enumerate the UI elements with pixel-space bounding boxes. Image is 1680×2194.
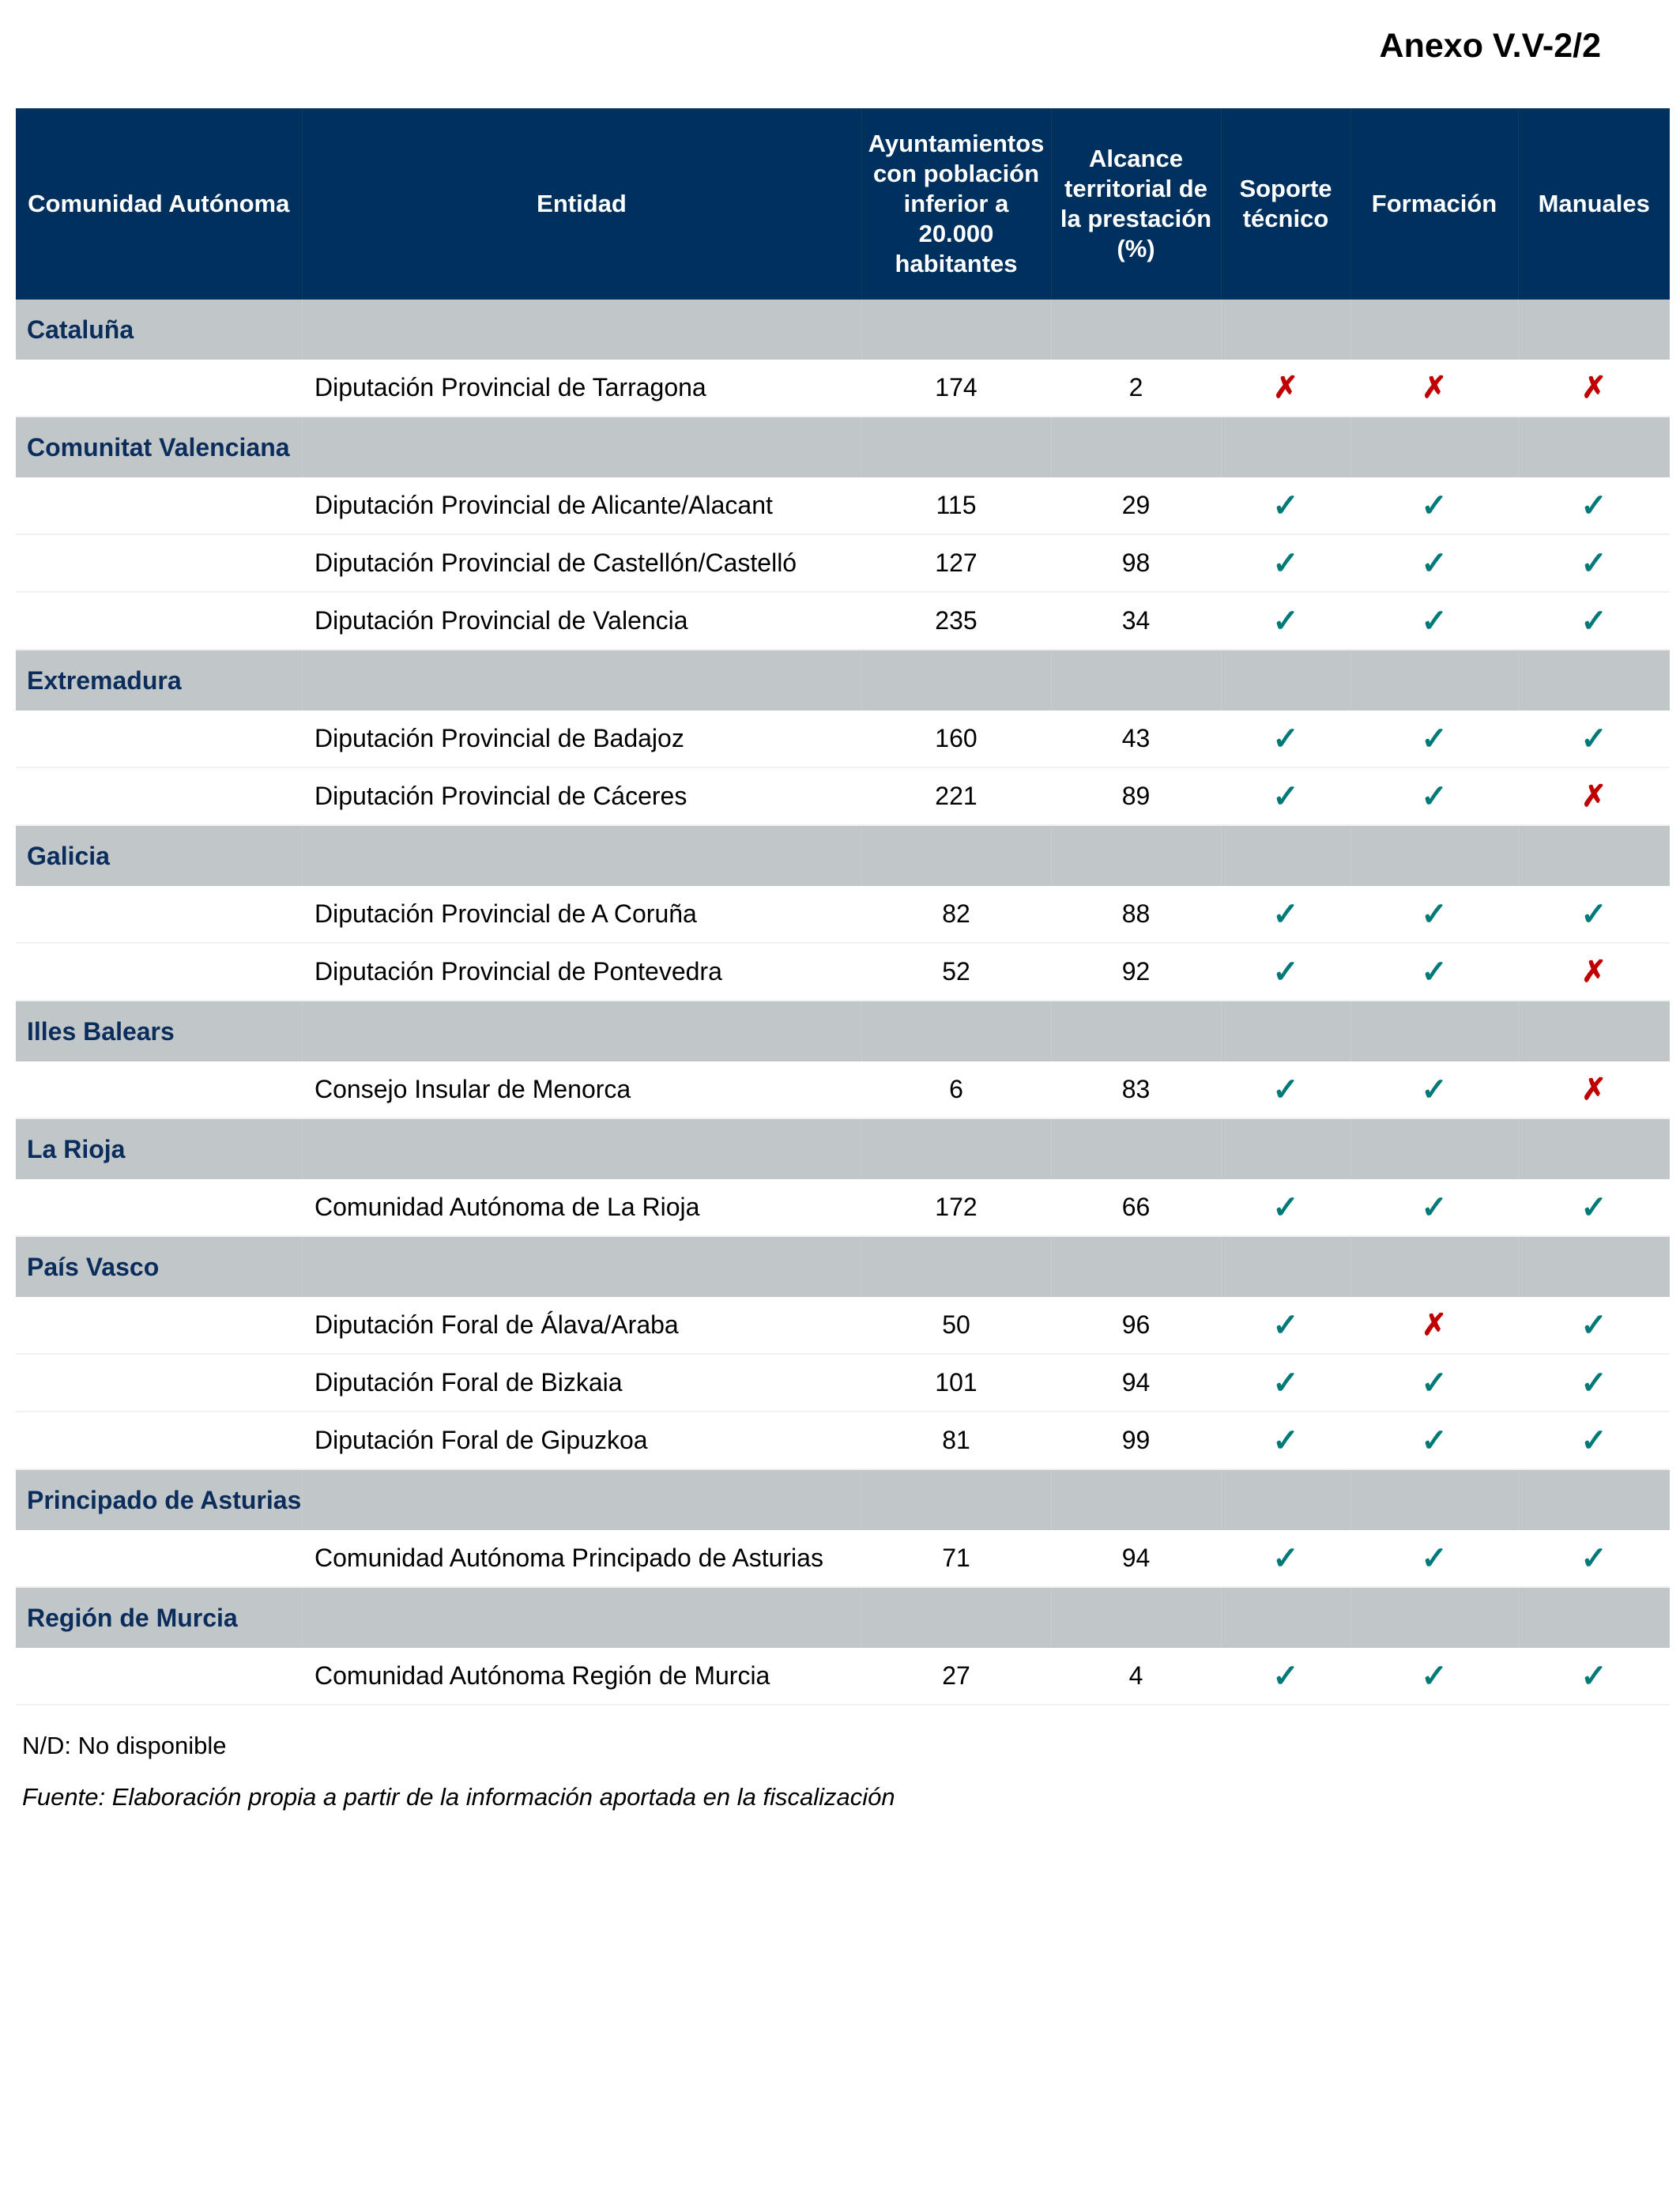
group-empty-cell: [1350, 825, 1518, 886]
comunidad-cell: [16, 477, 302, 534]
check-icon: ✓: [1580, 488, 1607, 523]
group-empty-cell: [302, 300, 861, 360]
soporte-cell: [1221, 534, 1350, 592]
alcance-cell: 43: [1051, 711, 1221, 767]
group-empty-cell: [1518, 825, 1670, 886]
group-row: [16, 300, 1670, 360]
group-empty-cell: [302, 1118, 861, 1179]
alcance-cell: 83: [1051, 1061, 1221, 1118]
group-empty-cell: [1518, 1469, 1670, 1530]
group-label: Comunitat Valenciana: [27, 432, 290, 462]
ayuntamientos-cell: 221: [861, 767, 1051, 825]
group-empty-cell: [1350, 1236, 1518, 1297]
ayuntamientos-cell: 174: [861, 360, 1051, 417]
alcance-cell: 94: [1051, 1354, 1221, 1412]
alcance-cell: 99: [1051, 1412, 1221, 1469]
group-empty-cell: [861, 1587, 1051, 1648]
group-row: [16, 1469, 1670, 1530]
alcance-cell: 34: [1051, 592, 1221, 650]
check-icon: ✓: [1421, 1658, 1448, 1694]
ayuntamientos-cell: 235: [861, 592, 1051, 650]
cross-icon: ✗: [1581, 371, 1607, 405]
table-row: [16, 767, 1670, 825]
check-icon: ✓: [1272, 896, 1299, 932]
cross-icon: ✗: [1273, 371, 1298, 405]
table-row: [16, 711, 1670, 767]
group-empty-cell: [302, 1001, 861, 1061]
group-empty-cell: [861, 825, 1051, 886]
ayuntamientos-cell: 115: [861, 477, 1051, 534]
ayuntamientos-cell: 172: [861, 1179, 1051, 1236]
group-empty-cell: [861, 1236, 1051, 1297]
group-empty-cell: [1350, 1469, 1518, 1530]
check-icon: ✓: [1421, 1189, 1448, 1225]
soporte-cell: [1221, 943, 1350, 1001]
alcance-cell: 92: [1051, 943, 1221, 1001]
group-empty-cell: [1221, 1469, 1350, 1530]
entity-cell: Diputación Provincial de Castellón/Castelló: [302, 534, 861, 592]
comunidad-cell: [16, 360, 302, 417]
group-empty-cell: [1051, 300, 1221, 360]
cross-icon: ✗: [1422, 1309, 1447, 1342]
alcance-cell: 96: [1051, 1297, 1221, 1354]
ayuntamientos-cell: 71: [861, 1530, 1051, 1587]
header-formacion: Formación: [1350, 108, 1518, 300]
group-empty-cell: [302, 650, 861, 711]
note-nd: N/D: No disponible: [22, 1732, 227, 1759]
cross-icon: ✗: [1581, 956, 1607, 989]
formacion-cell: [1350, 1297, 1518, 1354]
check-icon: ✓: [1272, 1423, 1299, 1458]
group-empty-cell: [861, 1001, 1051, 1061]
check-icon: ✓: [1421, 1423, 1448, 1458]
formacion-cell: [1350, 360, 1518, 417]
header-row: [16, 108, 1670, 300]
soporte-cell: [1221, 1412, 1350, 1469]
table-row: [16, 1530, 1670, 1587]
group-empty-cell: [1051, 1587, 1221, 1648]
entity-cell: Comunidad Autónoma de La Rioja: [302, 1179, 861, 1236]
formacion-cell: [1350, 534, 1518, 592]
manuales-cell: [1518, 360, 1670, 417]
group-empty-cell: [1051, 1001, 1221, 1061]
entity-cell: Diputación Foral de Bizkaia: [302, 1354, 861, 1412]
group-empty-cell: [1350, 650, 1518, 711]
group-empty-cell: [1518, 300, 1670, 360]
header-comunidad: Comunidad Autónoma: [16, 108, 302, 300]
check-icon: ✓: [1272, 1307, 1299, 1343]
table-row: [16, 1648, 1670, 1705]
group-cell: [16, 650, 302, 711]
soporte-cell: [1221, 1354, 1350, 1412]
entity-cell: Comunidad Autónoma Región de Murcia: [302, 1648, 861, 1705]
check-icon: ✓: [1272, 545, 1299, 581]
formacion-cell: [1350, 1179, 1518, 1236]
check-icon: ✓: [1421, 1072, 1448, 1107]
header-alcance: Alcance territorial de la prestación (%): [1051, 108, 1221, 300]
comunidad-cell: [16, 534, 302, 592]
group-label: País Vasco: [27, 1252, 160, 1281]
group-label: Illes Balears: [27, 1016, 175, 1046]
check-icon: ✓: [1272, 721, 1299, 756]
group-empty-cell: [302, 1587, 861, 1648]
check-icon: ✓: [1580, 896, 1607, 932]
header-manuales: Manuales: [1518, 108, 1670, 300]
ayuntamientos-cell: 50: [861, 1297, 1051, 1354]
manuales-cell: [1518, 1297, 1670, 1354]
group-empty-cell: [1518, 1236, 1670, 1297]
check-icon: ✓: [1421, 1540, 1448, 1576]
entity-cell: Diputación Foral de Álava/Araba: [302, 1297, 861, 1354]
comunidad-cell: [16, 1354, 302, 1412]
entity-cell: Comunidad Autónoma Principado de Asturias: [302, 1530, 861, 1587]
group-label: Extremadura: [27, 665, 182, 695]
manuales-cell: [1518, 477, 1670, 534]
header-ayuntamientos: Ayuntamientos con población inferior a 20.000 habitantes: [861, 108, 1051, 300]
entity-cell: Consejo Insular de Menorca: [302, 1061, 861, 1118]
check-icon: ✓: [1580, 603, 1607, 639]
comunidad-cell: [16, 1648, 302, 1705]
group-cell: [16, 825, 302, 886]
comunidad-cell: [16, 1530, 302, 1587]
entity-cell: Diputación Provincial de Badajoz: [302, 711, 861, 767]
table-row: [16, 1297, 1670, 1354]
check-icon: ✓: [1580, 1189, 1607, 1225]
ayuntamientos-cell: 101: [861, 1354, 1051, 1412]
comunidad-cell: [16, 943, 302, 1001]
group-empty-cell: [1350, 417, 1518, 477]
ayuntamientos-cell: 127: [861, 534, 1051, 592]
group-empty-cell: [1051, 417, 1221, 477]
check-icon: ✓: [1421, 545, 1448, 581]
entity-cell: Diputación Provincial de A Coruña: [302, 886, 861, 943]
manuales-cell: [1518, 1179, 1670, 1236]
group-empty-cell: [1051, 1118, 1221, 1179]
header-entidad: Entidad: [302, 108, 861, 300]
group-row: [16, 650, 1670, 711]
manuales-cell: [1518, 1354, 1670, 1412]
group-label: Región de Murcia: [27, 1603, 238, 1632]
group-empty-cell: [1350, 1001, 1518, 1061]
manuales-cell: [1518, 1648, 1670, 1705]
group-empty-cell: [1051, 650, 1221, 711]
ayuntamientos-cell: 81: [861, 1412, 1051, 1469]
ayuntamientos-cell: 6: [861, 1061, 1051, 1118]
group-empty-cell: [302, 825, 861, 886]
formacion-cell: [1350, 592, 1518, 650]
formacion-cell: [1350, 1354, 1518, 1412]
check-icon: ✓: [1421, 896, 1448, 932]
check-icon: ✓: [1272, 488, 1299, 523]
group-empty-cell: [1051, 1469, 1221, 1530]
check-icon: ✓: [1421, 721, 1448, 756]
alcance-cell: 94: [1051, 1530, 1221, 1587]
annex-title: Anexo V.V-2/2: [1379, 27, 1601, 65]
comunidad-cell: [16, 1061, 302, 1118]
soporte-cell: [1221, 1648, 1350, 1705]
ayuntamientos-cell: 160: [861, 711, 1051, 767]
group-empty-cell: [1221, 417, 1350, 477]
soporte-cell: [1221, 767, 1350, 825]
soporte-cell: [1221, 1061, 1350, 1118]
manuales-cell: [1518, 534, 1670, 592]
check-icon: ✓: [1272, 603, 1299, 639]
comunidad-cell: [16, 886, 302, 943]
manuales-cell: [1518, 711, 1670, 767]
group-cell: [16, 1001, 302, 1061]
group-empty-cell: [861, 300, 1051, 360]
group-empty-cell: [1518, 650, 1670, 711]
manuales-cell: [1518, 767, 1670, 825]
alcance-cell: 88: [1051, 886, 1221, 943]
cross-icon: ✗: [1422, 371, 1447, 405]
group-empty-cell: [861, 650, 1051, 711]
check-icon: ✓: [1580, 721, 1607, 756]
cross-icon: ✗: [1581, 780, 1607, 813]
formacion-cell: [1350, 1061, 1518, 1118]
soporte-cell: [1221, 711, 1350, 767]
check-icon: ✓: [1421, 488, 1448, 523]
check-icon: ✓: [1272, 1189, 1299, 1225]
soporte-cell: [1221, 1297, 1350, 1354]
group-empty-cell: [302, 1236, 861, 1297]
check-icon: ✓: [1580, 1365, 1607, 1400]
table-row: [16, 1179, 1670, 1236]
group-empty-cell: [1350, 1118, 1518, 1179]
formacion-cell: [1350, 711, 1518, 767]
group-row: [16, 825, 1670, 886]
check-icon: ✓: [1272, 1658, 1299, 1694]
group-empty-cell: [1518, 1001, 1670, 1061]
soporte-cell: [1221, 477, 1350, 534]
group-row: [16, 417, 1670, 477]
group-empty-cell: [1518, 1587, 1670, 1648]
group-empty-cell: [302, 1469, 861, 1530]
group-cell: [16, 300, 302, 360]
entity-cell: Diputación Provincial de Alicante/Alacant: [302, 477, 861, 534]
group-cell: [16, 1236, 302, 1297]
group-label: La Rioja: [27, 1134, 126, 1163]
check-icon: ✓: [1272, 778, 1299, 814]
comunidad-cell: [16, 767, 302, 825]
table-row: [16, 534, 1670, 592]
check-icon: ✓: [1580, 1658, 1607, 1694]
ayuntamientos-cell: 82: [861, 886, 1051, 943]
comunidad-cell: [16, 711, 302, 767]
alcance-cell: 4: [1051, 1648, 1221, 1705]
formacion-cell: [1350, 943, 1518, 1001]
check-icon: ✓: [1580, 1307, 1607, 1343]
group-label: Galicia: [27, 841, 110, 870]
group-empty-cell: [861, 1118, 1051, 1179]
group-label: Principado de Asturias: [27, 1485, 302, 1514]
manuales-cell: [1518, 943, 1670, 1001]
soporte-cell: [1221, 592, 1350, 650]
group-empty-cell: [1350, 1587, 1518, 1648]
group-cell: [16, 1118, 302, 1179]
formacion-cell: [1350, 477, 1518, 534]
group-empty-cell: [861, 417, 1051, 477]
group-cell: [16, 417, 302, 477]
source-note: Fuente: Elaboración propia a partir de la información aportada en la fiscalización: [22, 1783, 895, 1811]
check-icon: ✓: [1421, 954, 1448, 990]
group-empty-cell: [302, 417, 861, 477]
manuales-cell: [1518, 592, 1670, 650]
soporte-cell: [1221, 360, 1350, 417]
check-icon: ✓: [1272, 1365, 1299, 1400]
check-icon: ✓: [1421, 778, 1448, 814]
manuales-cell: [1518, 886, 1670, 943]
soporte-cell: [1221, 1179, 1350, 1236]
check-icon: ✓: [1580, 545, 1607, 581]
group-row: [16, 1236, 1670, 1297]
entity-cell: Diputación Foral de Gipuzkoa: [302, 1412, 861, 1469]
header-soporte: Soporte técnico: [1221, 108, 1350, 300]
formacion-cell: [1350, 1412, 1518, 1469]
alcance-cell: 2: [1051, 360, 1221, 417]
group-empty-cell: [1221, 300, 1350, 360]
group-empty-cell: [1051, 825, 1221, 886]
ayuntamientos-cell: 27: [861, 1648, 1051, 1705]
check-icon: ✓: [1580, 1423, 1607, 1458]
table-row: [16, 360, 1670, 417]
entity-cell: Diputación Provincial de Tarragona: [302, 360, 861, 417]
comunidad-cell: [16, 592, 302, 650]
entity-cell: Diputación Provincial de Pontevedra: [302, 943, 861, 1001]
group-row: [16, 1001, 1670, 1061]
ayuntamientos-cell: 52: [861, 943, 1051, 1001]
cross-icon: ✗: [1581, 1073, 1607, 1106]
manuales-cell: [1518, 1530, 1670, 1587]
soporte-cell: [1221, 886, 1350, 943]
manuales-cell: [1518, 1412, 1670, 1469]
comunidad-cell: [16, 1297, 302, 1354]
group-row: [16, 1118, 1670, 1179]
group-empty-cell: [1221, 1236, 1350, 1297]
table-row: [16, 592, 1670, 650]
group-empty-cell: [1221, 1587, 1350, 1648]
check-icon: ✓: [1421, 603, 1448, 639]
group-empty-cell: [1518, 417, 1670, 477]
check-icon: ✓: [1272, 1072, 1299, 1107]
check-icon: ✓: [1272, 954, 1299, 990]
group-empty-cell: [1051, 1236, 1221, 1297]
check-icon: ✓: [1421, 1365, 1448, 1400]
check-icon: ✓: [1272, 1540, 1299, 1576]
group-empty-cell: [861, 1469, 1051, 1530]
alcance-cell: 29: [1051, 477, 1221, 534]
comunidad-cell: [16, 1179, 302, 1236]
table-row: [16, 1412, 1670, 1469]
group-empty-cell: [1518, 1118, 1670, 1179]
group-row: [16, 1587, 1670, 1648]
group-empty-cell: [1350, 300, 1518, 360]
group-empty-cell: [1221, 1118, 1350, 1179]
group-cell: [16, 1469, 302, 1530]
soporte-cell: [1221, 1530, 1350, 1587]
formacion-cell: [1350, 1648, 1518, 1705]
alcance-cell: 89: [1051, 767, 1221, 825]
entity-cell: Diputación Provincial de Cáceres: [302, 767, 861, 825]
table-row: [16, 1061, 1670, 1118]
table-row: [16, 1354, 1670, 1412]
entity-cell: Diputación Provincial de Valencia: [302, 592, 861, 650]
group-empty-cell: [1221, 1001, 1350, 1061]
formacion-cell: [1350, 886, 1518, 943]
group-empty-cell: [1221, 825, 1350, 886]
group-cell: [16, 1587, 302, 1648]
group-label: Cataluña: [27, 315, 134, 344]
data-table: [16, 108, 1670, 1706]
table-row: [16, 943, 1670, 1001]
formacion-cell: [1350, 767, 1518, 825]
alcance-cell: 66: [1051, 1179, 1221, 1236]
table-row: [16, 886, 1670, 943]
table-row: [16, 477, 1670, 534]
formacion-cell: [1350, 1530, 1518, 1587]
group-empty-cell: [1221, 650, 1350, 711]
alcance-cell: 98: [1051, 534, 1221, 592]
comunidad-cell: [16, 1412, 302, 1469]
check-icon: ✓: [1580, 1540, 1607, 1576]
manuales-cell: [1518, 1061, 1670, 1118]
